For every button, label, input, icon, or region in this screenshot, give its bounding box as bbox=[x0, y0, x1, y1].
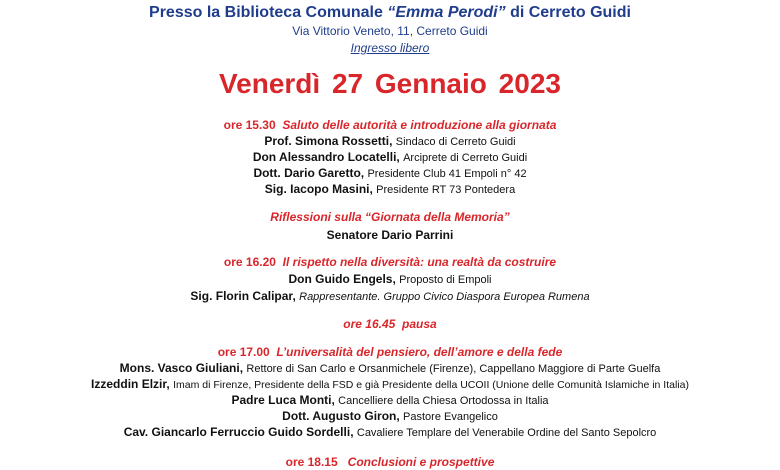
speaker-row bbox=[0, 167, 780, 180]
speaker-name: Sig. Florin Calipar, bbox=[190, 289, 296, 303]
speaker-row bbox=[0, 273, 780, 286]
pause-label: pausa bbox=[402, 317, 437, 331]
speaker-name: Sig. Iacopo Masini, bbox=[264, 182, 373, 196]
speaker-role: Cavaliere Templare del Venerabile Ordine del Santo Sepolcro bbox=[356, 427, 657, 439]
event-date: Venerdì 27 Gennaio 2023 bbox=[219, 68, 561, 99]
venue-line bbox=[0, 5, 780, 21]
speaker-name: Don Guido Engels, bbox=[288, 272, 396, 286]
speaker-name: Dott. Dario Garetto, bbox=[253, 166, 365, 180]
session-6-time: ore 18.15 bbox=[285, 455, 338, 469]
speaker-role: Rappresentante. Gruppo Civico Diaspora Europea Rumena bbox=[299, 291, 590, 303]
speaker-role: Proposto di Empoli bbox=[399, 274, 492, 286]
entry-note bbox=[0, 42, 780, 54]
speaker-role: Rettore di San Carlo e Orsanmichele (Firenze), Cappellano Maggiore di Parte Guelfa bbox=[246, 363, 661, 375]
speaker-row bbox=[0, 378, 780, 391]
session-2-speaker: Senatore Dario Parrini bbox=[326, 228, 454, 242]
venue-name: “Emma Perodi” bbox=[387, 4, 506, 21]
entry-text: Ingresso libero bbox=[350, 41, 430, 55]
session-5-title: L’universalità del pensiero, dell’amore e della fede bbox=[276, 345, 563, 359]
pause-time: ore 16.45 bbox=[343, 317, 396, 331]
session-1-title: Saluto delle autorità e introduzione alla giornata bbox=[282, 118, 557, 132]
session-5-heading bbox=[0, 346, 780, 358]
speaker-name: Prof. Simona Rossetti, bbox=[264, 134, 393, 148]
speaker-role: Cancelliere della Chiesa Ortodossa in Italia bbox=[338, 395, 549, 407]
venue-prefix: Presso la Biblioteca Comunale bbox=[149, 4, 383, 21]
speaker-role: Presidente Club 41 Empoli n° 42 bbox=[367, 168, 527, 180]
session-2-title: Riflessioni sulla “Giornata della Memoria” bbox=[270, 210, 510, 224]
speaker-name: Mons. Vasco Giuliani, bbox=[119, 361, 244, 375]
speaker-role: Arciprete di Cerreto Guidi bbox=[403, 152, 528, 164]
speaker-row bbox=[0, 183, 780, 196]
session-6-heading bbox=[0, 456, 780, 468]
speaker-row bbox=[0, 362, 780, 375]
speaker-role: Sindaco di Cerreto Guidi bbox=[395, 136, 516, 148]
session-5-time: ore 17.00 bbox=[217, 345, 270, 359]
session-3-title: Il rispetto nella diversità: una realtà da costruire bbox=[282, 255, 557, 269]
session-1-time: ore 15.30 bbox=[223, 118, 276, 132]
speaker-role: Pastore Evangelico bbox=[403, 411, 498, 423]
speaker-name: Padre Luca Monti, bbox=[231, 393, 335, 407]
session-6-title: Conclusioni e prospettive bbox=[347, 455, 495, 469]
speaker-row bbox=[0, 151, 780, 164]
speaker-role: Presidente RT 73 Pontedera bbox=[376, 184, 516, 196]
session-1-heading bbox=[0, 119, 780, 131]
speaker-name: Dott. Augusto Giron, bbox=[282, 409, 400, 423]
session-3-time: ore 16.20 bbox=[223, 255, 276, 269]
speaker-name: Don Alessandro Locatelli, bbox=[252, 150, 400, 164]
speaker-row bbox=[0, 394, 780, 407]
speaker-row bbox=[0, 410, 780, 423]
speaker-row bbox=[0, 290, 780, 303]
speaker-name: Cav. Giancarlo Ferruccio Guido Sordelli, bbox=[123, 425, 354, 439]
speaker-role: Imam di Firenze, Presidente della FSD e già Presidente della UCOII (Unione delle Comunità Islamiche in Italia) bbox=[173, 379, 689, 391]
session-3-heading bbox=[0, 256, 780, 268]
pause-heading bbox=[0, 318, 780, 330]
speaker-name: Izzeddin Elzir, bbox=[91, 377, 170, 391]
speaker-row bbox=[0, 426, 780, 439]
speaker-row bbox=[0, 135, 780, 148]
address: Via Vittorio Veneto, 11, Cerreto Guidi bbox=[292, 24, 488, 38]
venue-suffix: di Cerreto Guidi bbox=[510, 4, 631, 21]
